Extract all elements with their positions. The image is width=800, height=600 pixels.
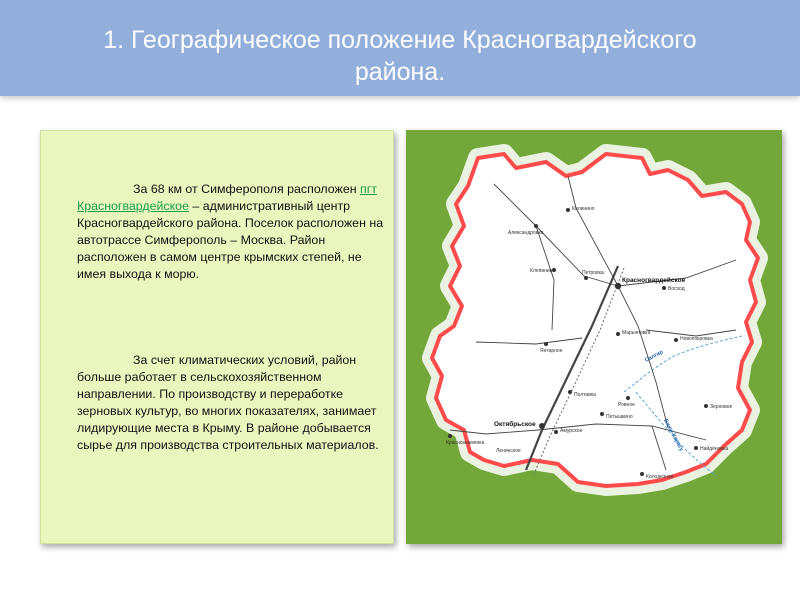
map-label-krasnoznamenka: Краснознаменка — [446, 440, 485, 446]
map-label-maryanovka: Марьяновка — [622, 330, 651, 336]
map-label-petrovka: Петровка — [582, 270, 604, 276]
map-label-voskhod: Восход — [668, 286, 685, 292]
map-label-river-salgir: Салгир — [644, 349, 665, 364]
map-label-amurskoe: Амурское — [560, 428, 583, 434]
map-label-kolodeznoe: Колодезное — [646, 474, 674, 480]
paragraph-2 — [77, 352, 385, 454]
map-label-klepinino: Клепинино — [530, 268, 556, 274]
map-label-oktyabrskoe: Октябрьское — [494, 421, 536, 428]
map-label-aleksandrovka: Александровка — [508, 230, 544, 236]
map-label-petyshkino: Петышкино — [606, 414, 633, 420]
krasnogvardeyskoe-link[interactable]: пгт Красногвардейское — [77, 182, 377, 213]
map-label-naydenovka: Найдёновка — [700, 446, 729, 452]
map-label-rovnoe: Ровное — [618, 402, 635, 408]
map-svg — [406, 130, 782, 544]
district-map — [406, 130, 782, 544]
map-label-river-biyuk-karasu: Биюк-Карасу — [662, 418, 685, 453]
map-label-poltavka: Полтавка — [574, 392, 596, 398]
map-label-kalinino: Калинино — [572, 206, 595, 212]
map-label-leninskoe: Ленинское — [496, 448, 521, 454]
paragraph-1-end: – административный центр Красногвардейского района. Поселок расположен на автотрассе Симферополь – Москва. Район расположен в самом центре крымских степей, не имея выхода к морю. — [77, 199, 384, 281]
slide-title: 1. Географическое положение Красногвардейского района. — [103, 26, 697, 86]
paragraph-1 — [77, 181, 385, 283]
map-label-krasnogvardeyskoe: Красногвардейское — [622, 277, 686, 284]
map-label-yantarnoe: Янтарное — [540, 348, 563, 354]
paragraph-2-text: За счет климатических условий, район больше работает в сельскохозяйственном направлении. По производству и переработке зерновых культур, во многих показателях, занимает лидирующие места в Крыму. В районе добывается сырье для производства строительных материалов. — [77, 353, 379, 452]
paragraph-1-start: За 68 км от Симферополя расположен — [133, 182, 361, 196]
map-label-zernovoe: Зерновое — [710, 404, 733, 410]
text-panel — [40, 130, 394, 544]
map-label-novopokrovka: Новопокровка — [680, 336, 713, 342]
